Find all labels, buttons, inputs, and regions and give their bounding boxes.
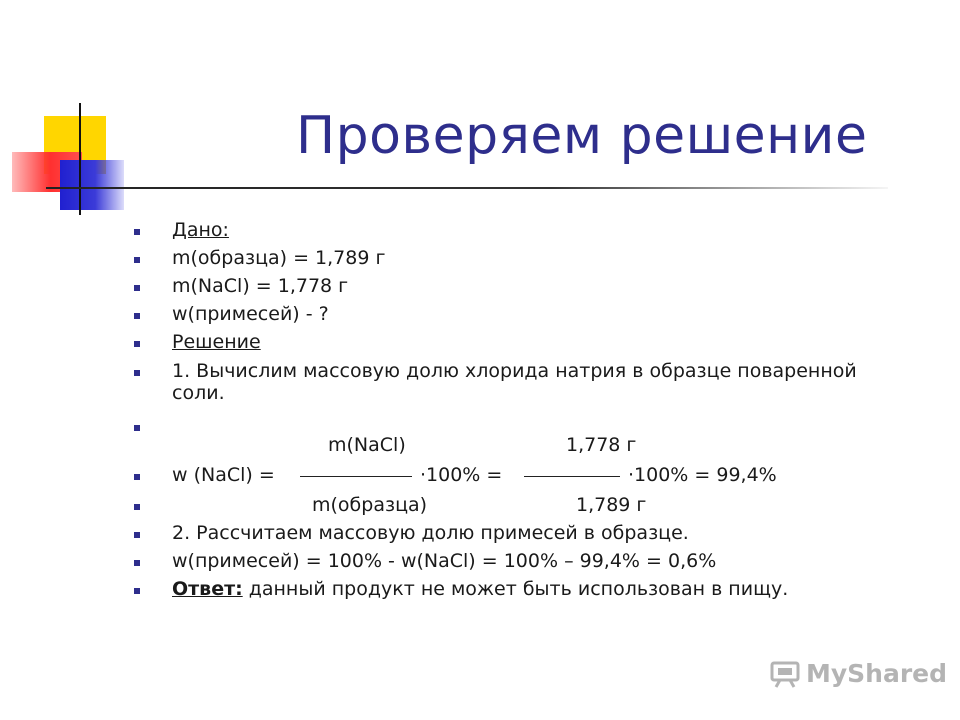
bullet-icon — [134, 341, 140, 347]
bullet-icon — [134, 229, 140, 235]
solution-heading: Решение — [172, 331, 261, 353]
bullet-icon — [134, 370, 140, 376]
fraction-bar-2 — [524, 476, 620, 477]
bullet-icon — [134, 285, 140, 291]
bullet-icon — [134, 257, 140, 263]
step-1-text: 1. Вычислим массовую долю хлорида натрия в образце поваренной — [172, 360, 857, 382]
answer-label: Ответ: — [172, 578, 243, 600]
given-heading: Дано: — [172, 219, 229, 241]
bullet-icon — [134, 532, 140, 538]
bullet-icon — [134, 560, 140, 566]
bullet-icon — [134, 425, 140, 431]
presentation-board-icon — [770, 660, 800, 688]
answer-text: данный продукт не может быть использован в пищу. — [242, 578, 789, 600]
nacl-mass: m(NaCl) = 1,778 г — [172, 275, 349, 297]
sample-mass: m(образца) = 1,789 г — [172, 247, 386, 269]
formula-denominator-2: 1,789 г — [576, 494, 647, 516]
formula-multiplier-2: ·100% = 99,4% — [628, 464, 777, 486]
decor-vertical-line — [79, 103, 81, 215]
formula-numerator-1: m(NaCl) — [328, 434, 406, 456]
formula-lhs: w (NaCl) = — [172, 464, 275, 486]
decor-blue-square — [60, 160, 124, 210]
formula-numerator-2: 1,778 г — [566, 434, 637, 456]
bullet-icon — [134, 474, 140, 480]
step-1-text-continued: соли. — [172, 382, 225, 404]
bullet-icon — [134, 313, 140, 319]
formula-multiplier-1: ·100% = — [420, 464, 503, 486]
answer-line — [172, 578, 788, 601]
title-underline — [46, 187, 888, 189]
impurities-unknown: w(примесей) - ? — [172, 303, 329, 325]
fraction-bar-1 — [300, 476, 412, 477]
step-2-text: 2. Рассчитаем массовую долю примесей в образце. — [172, 522, 689, 544]
slide-title: Проверяем решение — [296, 106, 868, 166]
bullet-icon — [134, 588, 140, 594]
formula-denominator-1: m(образца) — [312, 494, 428, 516]
impurities-calculation: w(примесей) = 100% - w(NaCl) = 100% – 99,4% = 0,6% — [172, 550, 717, 572]
logo-text: MyShared — [806, 659, 948, 688]
bullet-icon — [134, 504, 140, 510]
